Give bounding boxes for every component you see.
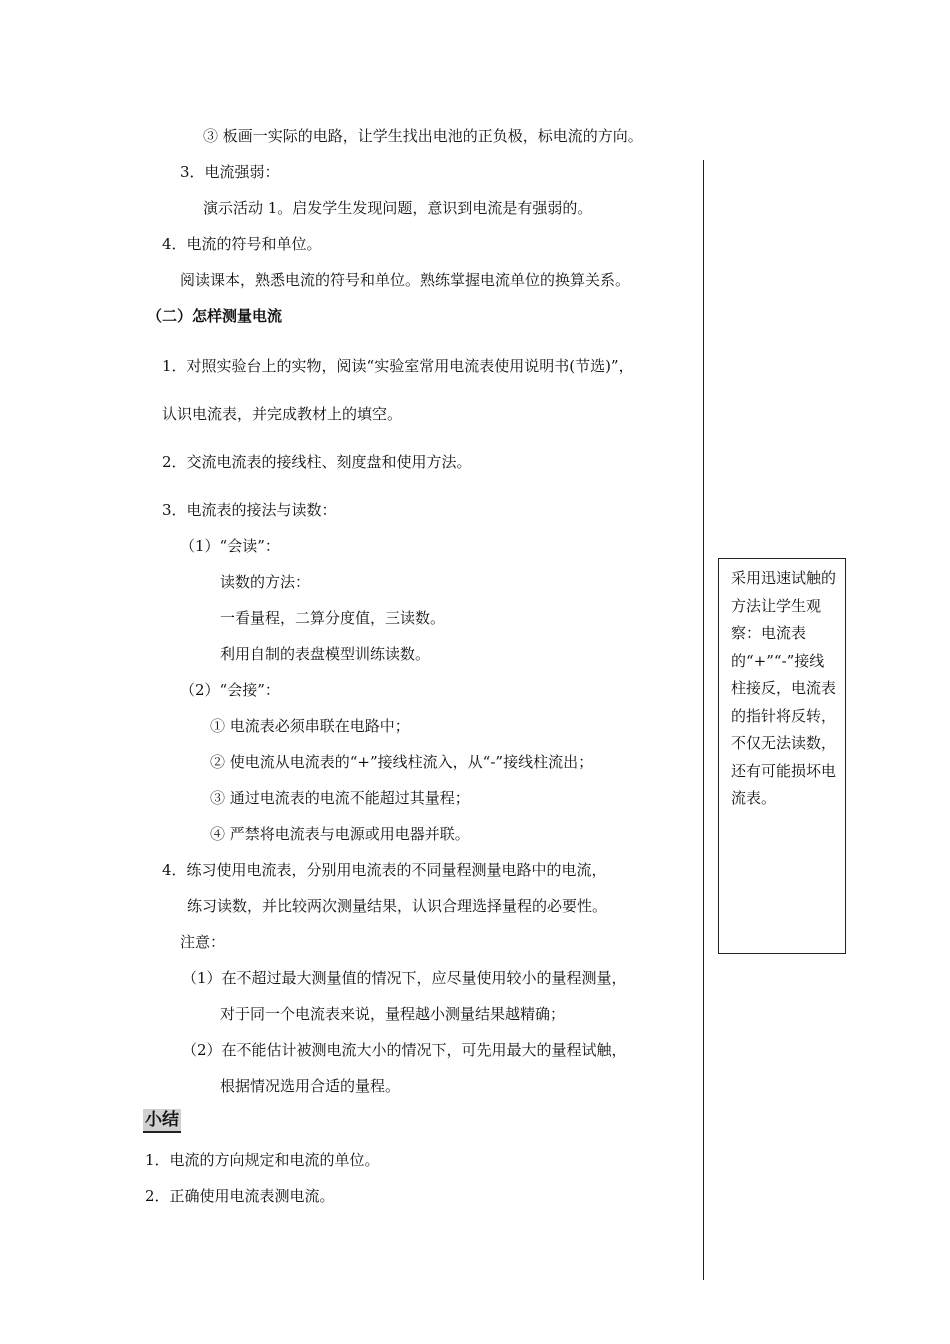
section-heading: 4．电流的符号和单位。 xyxy=(162,235,322,253)
section-title: （二）怎样测量电流 xyxy=(147,307,283,325)
text-line: 对于同一个电流表来说，量程越小测量结果越精确； xyxy=(220,1005,566,1023)
section-heading: 3．电流强弱： xyxy=(180,163,280,181)
summary-item: 2．正确使用电流表测电流。 xyxy=(145,1187,335,1205)
text-line: ① 电流表必须串联在电路中； xyxy=(210,717,410,735)
column-divider xyxy=(703,160,704,1280)
text-line: （2）在不能估计被测电流大小的情况下，可先用最大的量程试触， xyxy=(182,1041,627,1059)
text-line: ④ 严禁将电流表与电源或用电器并联。 xyxy=(210,825,470,843)
subheading: 注意： xyxy=(180,933,226,951)
sidebar-note: 采用迅速试触的方法让学生观察：电流表的“+”“-”接线柱接反，电流表的指针将反转，不仅无法读数，还有可能损坏电流表。 xyxy=(731,569,837,807)
text-line: 一看量程，二算分度值，三读数。 xyxy=(220,609,446,627)
summary-item: 1．电流的方向规定和电流的单位。 xyxy=(145,1151,380,1169)
text-line: 读数的方法： xyxy=(220,573,311,591)
text-line: （1）在不超过最大测量值的情况下，应尽量使用较小的量程测量， xyxy=(182,969,627,987)
text-line: ③ 通过电流表的电流不能超过其量程； xyxy=(210,789,470,807)
text-line: 2．交流电流表的接线柱、刻度盘和使用方法。 xyxy=(162,453,472,471)
text-line: 4．练习使用电流表，分别用电流表的不同量程测量电路中的电流， xyxy=(162,861,607,879)
text-line: 阅读课本，熟悉电流的符号和单位。熟练掌握电流单位的换算关系。 xyxy=(180,271,631,289)
text-line: 3．电流表的接法与读数： xyxy=(162,501,337,519)
sidebar-note-box xyxy=(718,558,846,954)
text-line: ② 使电流从电流表的“+”接线柱流入，从“-”接线柱流出； xyxy=(210,753,594,771)
text-line: 1．对照实验台上的实物，阅读“实验室常用电流表使用说明书(节选)”， xyxy=(162,357,634,375)
text-line: 演示活动 1。启发学生发现问题，意识到电流是有强弱的。 xyxy=(203,199,593,217)
subheading: （1）“会读”： xyxy=(180,537,280,555)
text-line: 认识电流表，并完成教材上的填空。 xyxy=(162,405,403,423)
text-line: 根据情况选用合适的量程。 xyxy=(220,1077,401,1095)
text-line: 练习读数，并比较两次测量结果，认识合理选择量程的必要性。 xyxy=(187,897,608,915)
summary-heading: 小结 xyxy=(143,1109,181,1133)
subheading: （2）“会接”： xyxy=(180,681,280,699)
text-line: 利用自制的表盘模型训练读数。 xyxy=(220,645,431,663)
text-line: ③ 板画一实际的电路，让学生找出电池的正负极，标电流的方向。 xyxy=(203,127,643,145)
